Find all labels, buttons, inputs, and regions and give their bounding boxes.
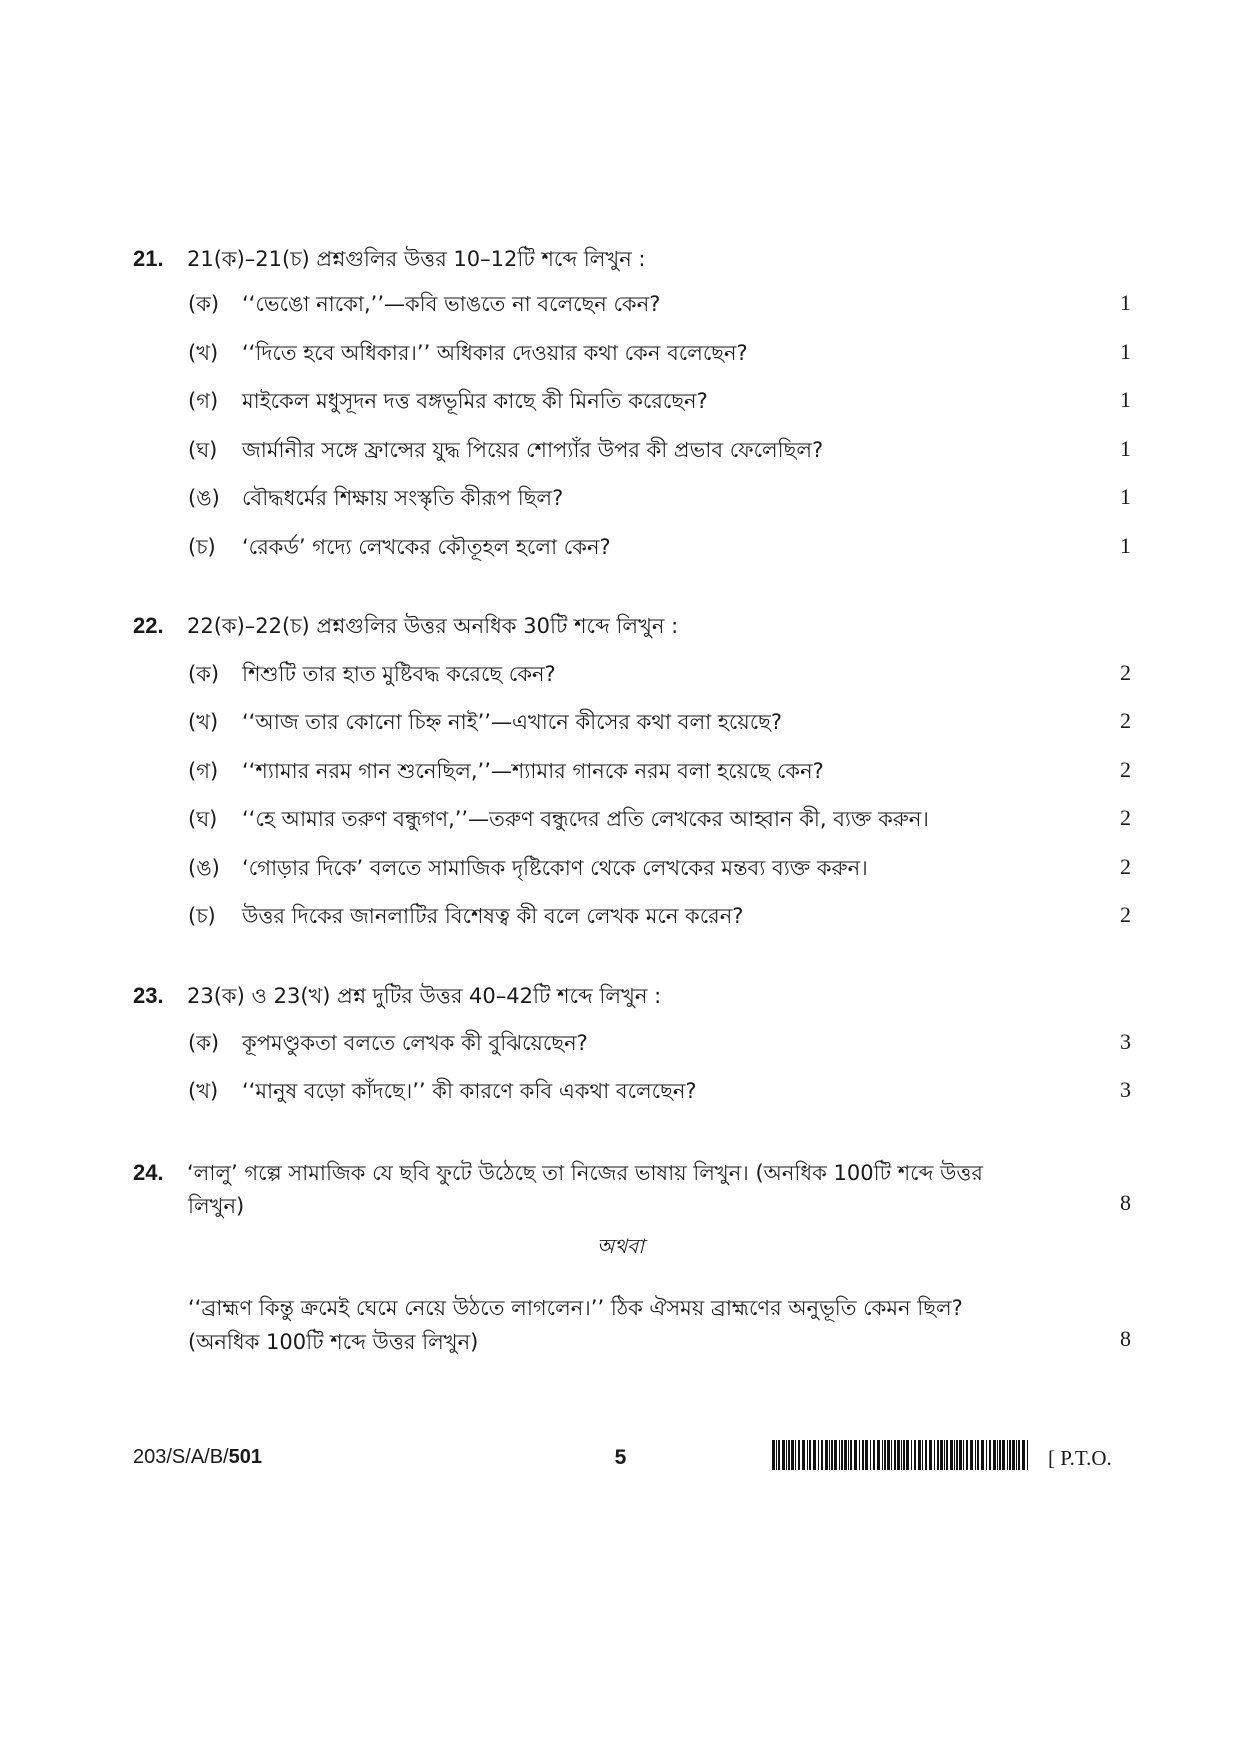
barcode-bar: [918, 1440, 921, 1470]
barcode-bar: [977, 1440, 979, 1470]
sub-question-text: ‘‘হে আমার তরুণ বন্ধুগণ,’’—তরুণ বন্ধুদের প্রতি লেখকের আহ্বান কী, ব্যক্ত করুন।: [242, 807, 929, 832]
sub-question: [188, 658, 556, 693]
barcode-bar: [1009, 1440, 1011, 1470]
barcode-bar: [795, 1440, 796, 1470]
sub-question-text: জার্মানীর সঙ্গে ফ্রান্সের যুদ্ধ পিয়ের শোপ্যাঁর উপর কী প্রভাব ফেলেছিল?: [242, 437, 824, 462]
question-21-heading: [133, 243, 646, 278]
barcode-bar: [887, 1440, 890, 1470]
marks: 1: [1120, 435, 1131, 461]
marks: 2: [1120, 902, 1131, 927]
barcode-bar: [966, 1440, 968, 1470]
barcode-bar: [954, 1440, 955, 1470]
sub-question-label: (চ): [188, 535, 216, 559]
sub-question-label: (ক): [188, 292, 220, 316]
sub-question-text: মাইকেল মধুসূদন দত্ত বঙ্গভূমির কাছে কী মিনতি করেছেন?: [242, 389, 708, 414]
barcode-bar: [834, 1440, 837, 1470]
barcode-bar: [901, 1440, 902, 1470]
sub-question-label: (ক): [188, 1031, 220, 1055]
question-instruction: 22(ক)–22(চ) প্রশ্নগুলির উত্তর অনধিক 30টি শব্দে লিখুন :: [187, 614, 679, 638]
barcode-bar: [1016, 1440, 1017, 1470]
barcode-bar: [829, 1440, 830, 1470]
question-text: ‘লালু’ গল্পে সামাজিক যে ছবি ফুটে উঠেছে তা নিজের ভাষায় লিখুন। (অনধিক 100টি শব্দে উত্তর: [187, 1161, 983, 1185]
marks: 1: [1120, 290, 1131, 315]
barcode-bar: [911, 1440, 912, 1470]
barcode-bar: [870, 1440, 871, 1470]
sub-question-text: বৌদ্ধধর্মের শিক্ষায় সংস্কৃতি কীরূপ ছিল?: [242, 486, 564, 511]
question-24-line-2: লিখুন): [188, 1194, 245, 1218]
question-number: 24.: [133, 1160, 164, 1185]
sub-question: [188, 531, 611, 566]
barcode-bar: [894, 1440, 896, 1470]
question-24-line-1: [133, 1157, 983, 1192]
barcode-bar: [788, 1440, 790, 1470]
sub-question-label: (ঙ): [188, 486, 220, 511]
question-number: 21.: [133, 246, 164, 271]
page-number: 5: [614, 1446, 627, 1469]
barcode-bar: [844, 1440, 847, 1470]
barcode-bar: [891, 1440, 892, 1470]
sub-question: [188, 852, 868, 887]
alternative-question-line-2: (অনধিক 100টি শব্দে উত্তর লিখুন): [188, 1330, 479, 1354]
marks: 8: [1120, 1190, 1131, 1215]
barcode-bar: [1018, 1440, 1020, 1470]
question-number: 22.: [133, 613, 164, 638]
sub-question-text: ‘‘দিতে হবে অধিকার।’’ অধিকার দেওয়ার কথা কেন বলেছেন?: [242, 340, 748, 365]
barcode-bar: [839, 1440, 840, 1470]
sub-question: [188, 434, 823, 469]
sub-question-text: ‘‘আজ তার কোনো চিহ্ন নাই’’—এখানে কীসের কথা বলা হয়েছে?: [242, 710, 783, 735]
question-instruction: 21(ক)–21(চ) প্রশ্নগুলির উত্তর 10–12টি শব্দে লিখুন :: [187, 247, 646, 271]
barcode-bar: [850, 1440, 852, 1470]
barcode-bar: [1022, 1440, 1025, 1470]
barcode-bar: [914, 1440, 916, 1470]
barcode-bar: [778, 1440, 780, 1470]
marks: 3: [1120, 1029, 1131, 1054]
barcode-bar: [873, 1440, 875, 1470]
marks: 1: [1120, 338, 1131, 364]
sub-question: [188, 803, 929, 838]
barcode-bar: [791, 1440, 794, 1470]
please-turn-over: [ P.T.O.: [1048, 1446, 1112, 1470]
barcode-bar: [906, 1440, 909, 1470]
sub-question-label: (ঘ): [188, 807, 218, 832]
barcode-bar: [929, 1440, 932, 1470]
marks: 2: [1120, 708, 1131, 734]
barcode-bar: [818, 1440, 819, 1470]
sub-question-label: (ঘ): [188, 437, 218, 462]
barcode-bar: [981, 1440, 984, 1470]
barcode-bar: [825, 1440, 828, 1470]
sub-question-text: উত্তর দিকের জানলাটির বিশেষত্ব কী বলে লেখক মনে করেন?: [242, 904, 744, 928]
barcode-bar: [903, 1440, 905, 1470]
marks: 2: [1120, 660, 1131, 685]
sub-question: [188, 288, 660, 323]
barcode-bar: [854, 1440, 857, 1470]
sub-question: [188, 1027, 588, 1062]
marks: 3: [1120, 1077, 1131, 1102]
barcode-bar: [798, 1440, 800, 1470]
marks: 1: [1120, 533, 1131, 558]
barcode-bar: [986, 1440, 987, 1470]
barcode-bar: [956, 1440, 958, 1470]
barcode-bar: [1007, 1440, 1008, 1470]
barcode-bar: [975, 1440, 976, 1470]
question-instruction: 23(ক) ও 23(খ) প্রশ্ন দুটির উত্তর 40–42টি শব্দে লিখুন :: [187, 984, 662, 1008]
sub-question-text: ‘‘মানুষ বড়ো কাঁদছে।’’ কী কারণে কবি একথা বলেছেন?: [242, 1079, 697, 1103]
sub-question-text: কূপমণ্ডুকতা বলতে লেখক কী বুঝিয়েছেন?: [242, 1031, 588, 1055]
sub-question-text: শিশুটি তার হাত মুষ্টিবদ্ধ করেছে কেন?: [242, 662, 556, 686]
barcode-bar: [807, 1440, 808, 1470]
sub-question-label: (গ): [188, 758, 219, 783]
barcode-bar: [1012, 1440, 1015, 1470]
marks: 2: [1120, 853, 1131, 879]
barcode-bar: [934, 1440, 935, 1470]
barcode-bar: [999, 1440, 1001, 1470]
question-23-heading: [133, 980, 661, 1015]
sub-question-text: ‘রেকর্ড’ গদ্যে লেখকের কৌতূহল হলো কেন?: [242, 535, 611, 559]
barcode-bar: [997, 1440, 998, 1470]
barcode-bar: [993, 1440, 996, 1470]
barcode-bar: [963, 1440, 964, 1470]
marks: 2: [1120, 756, 1131, 782]
barcode-bar: [865, 1440, 868, 1470]
sub-question-text: ‘‘ভেঙো নাকো,’’—কবি ভাঙতে না বলেছেন কেন?: [242, 292, 661, 316]
marks: 8: [1120, 1326, 1131, 1351]
barcode-bar: [884, 1440, 886, 1470]
barcode-bar: [922, 1440, 923, 1470]
barcode-bar: [786, 1440, 787, 1470]
barcode-bar: [821, 1440, 823, 1470]
barcode-bar: [940, 1440, 943, 1470]
barcode-bar: [937, 1440, 939, 1470]
barcode-bar: [1002, 1440, 1005, 1470]
sub-question-label: (চ): [188, 904, 216, 928]
barcode-bar: [848, 1440, 849, 1470]
barcode-bar: [841, 1440, 843, 1470]
sub-question: [188, 385, 708, 420]
barcode-bar: [776, 1440, 777, 1470]
sub-question: [188, 900, 743, 935]
barcode-image: [772, 1440, 1032, 1470]
barcode-bar: [1027, 1440, 1028, 1470]
sub-question-label: (ক): [188, 662, 220, 686]
barcode-bar: [897, 1440, 900, 1470]
barcode-bar: [959, 1440, 962, 1470]
sub-question: [188, 1075, 697, 1110]
barcode-bar: [802, 1440, 805, 1470]
paper-code-prefix: 203/S/A/B/: [133, 1446, 229, 1468]
barcode-bar: [877, 1440, 880, 1470]
sub-question: [188, 755, 824, 790]
barcode-bar: [813, 1440, 816, 1470]
sub-question-label: (খ): [188, 710, 219, 735]
sub-question-label: (ঙ): [188, 855, 220, 880]
barcode-bar: [925, 1440, 927, 1470]
sub-question-label: (গ): [188, 389, 219, 414]
barcode-bar: [862, 1440, 864, 1470]
barcode-bar: [946, 1440, 948, 1470]
barcode-bar: [772, 1440, 775, 1470]
or-separator: অথবা: [596, 1234, 645, 1258]
barcode-bar: [859, 1440, 860, 1470]
sub-question-label: (খ): [188, 1079, 219, 1103]
paper-code-number: 501: [228, 1446, 262, 1468]
sub-question-text: ‘গোড়ার দিকে’ বলতে সামাজিক দৃষ্টিকোণ থেকে লেখকের মন্তব্য ব্যক্ত করুন।: [242, 855, 868, 880]
barcode-bar: [970, 1440, 973, 1470]
barcode-bar: [809, 1440, 811, 1470]
barcode-bar: [882, 1440, 883, 1470]
sub-question: [188, 337, 748, 372]
barcode-bar: [944, 1440, 945, 1470]
sub-question: [188, 482, 563, 517]
barcode-bar: [989, 1440, 991, 1470]
barcode-bar: [831, 1440, 833, 1470]
marks: 2: [1120, 805, 1131, 831]
question-number: 23.: [133, 983, 164, 1008]
marks: 1: [1120, 387, 1131, 413]
barcode-bar: [782, 1440, 785, 1470]
sub-question-text: ‘‘শ্যামার নরম গান শুনেছিল,’’—শ্যামার গানকে নরম বলা হয়েছে কেন?: [242, 758, 824, 783]
barcode-bar: [950, 1440, 953, 1470]
alternative-question-line-1: ‘‘ব্রাহ্মণ কিন্তু ক্রমেই ঘেমে নেয়ে উঠতে লাগলেন।’’ ঠিক ঐসময় ব্রাহ্মণের অনুভূতি কেমন ছিল?: [188, 1296, 963, 1320]
sub-question-label: (খ): [188, 340, 219, 365]
marks: 1: [1120, 484, 1131, 510]
sub-question: [188, 706, 782, 741]
question-22-heading: [133, 610, 678, 645]
